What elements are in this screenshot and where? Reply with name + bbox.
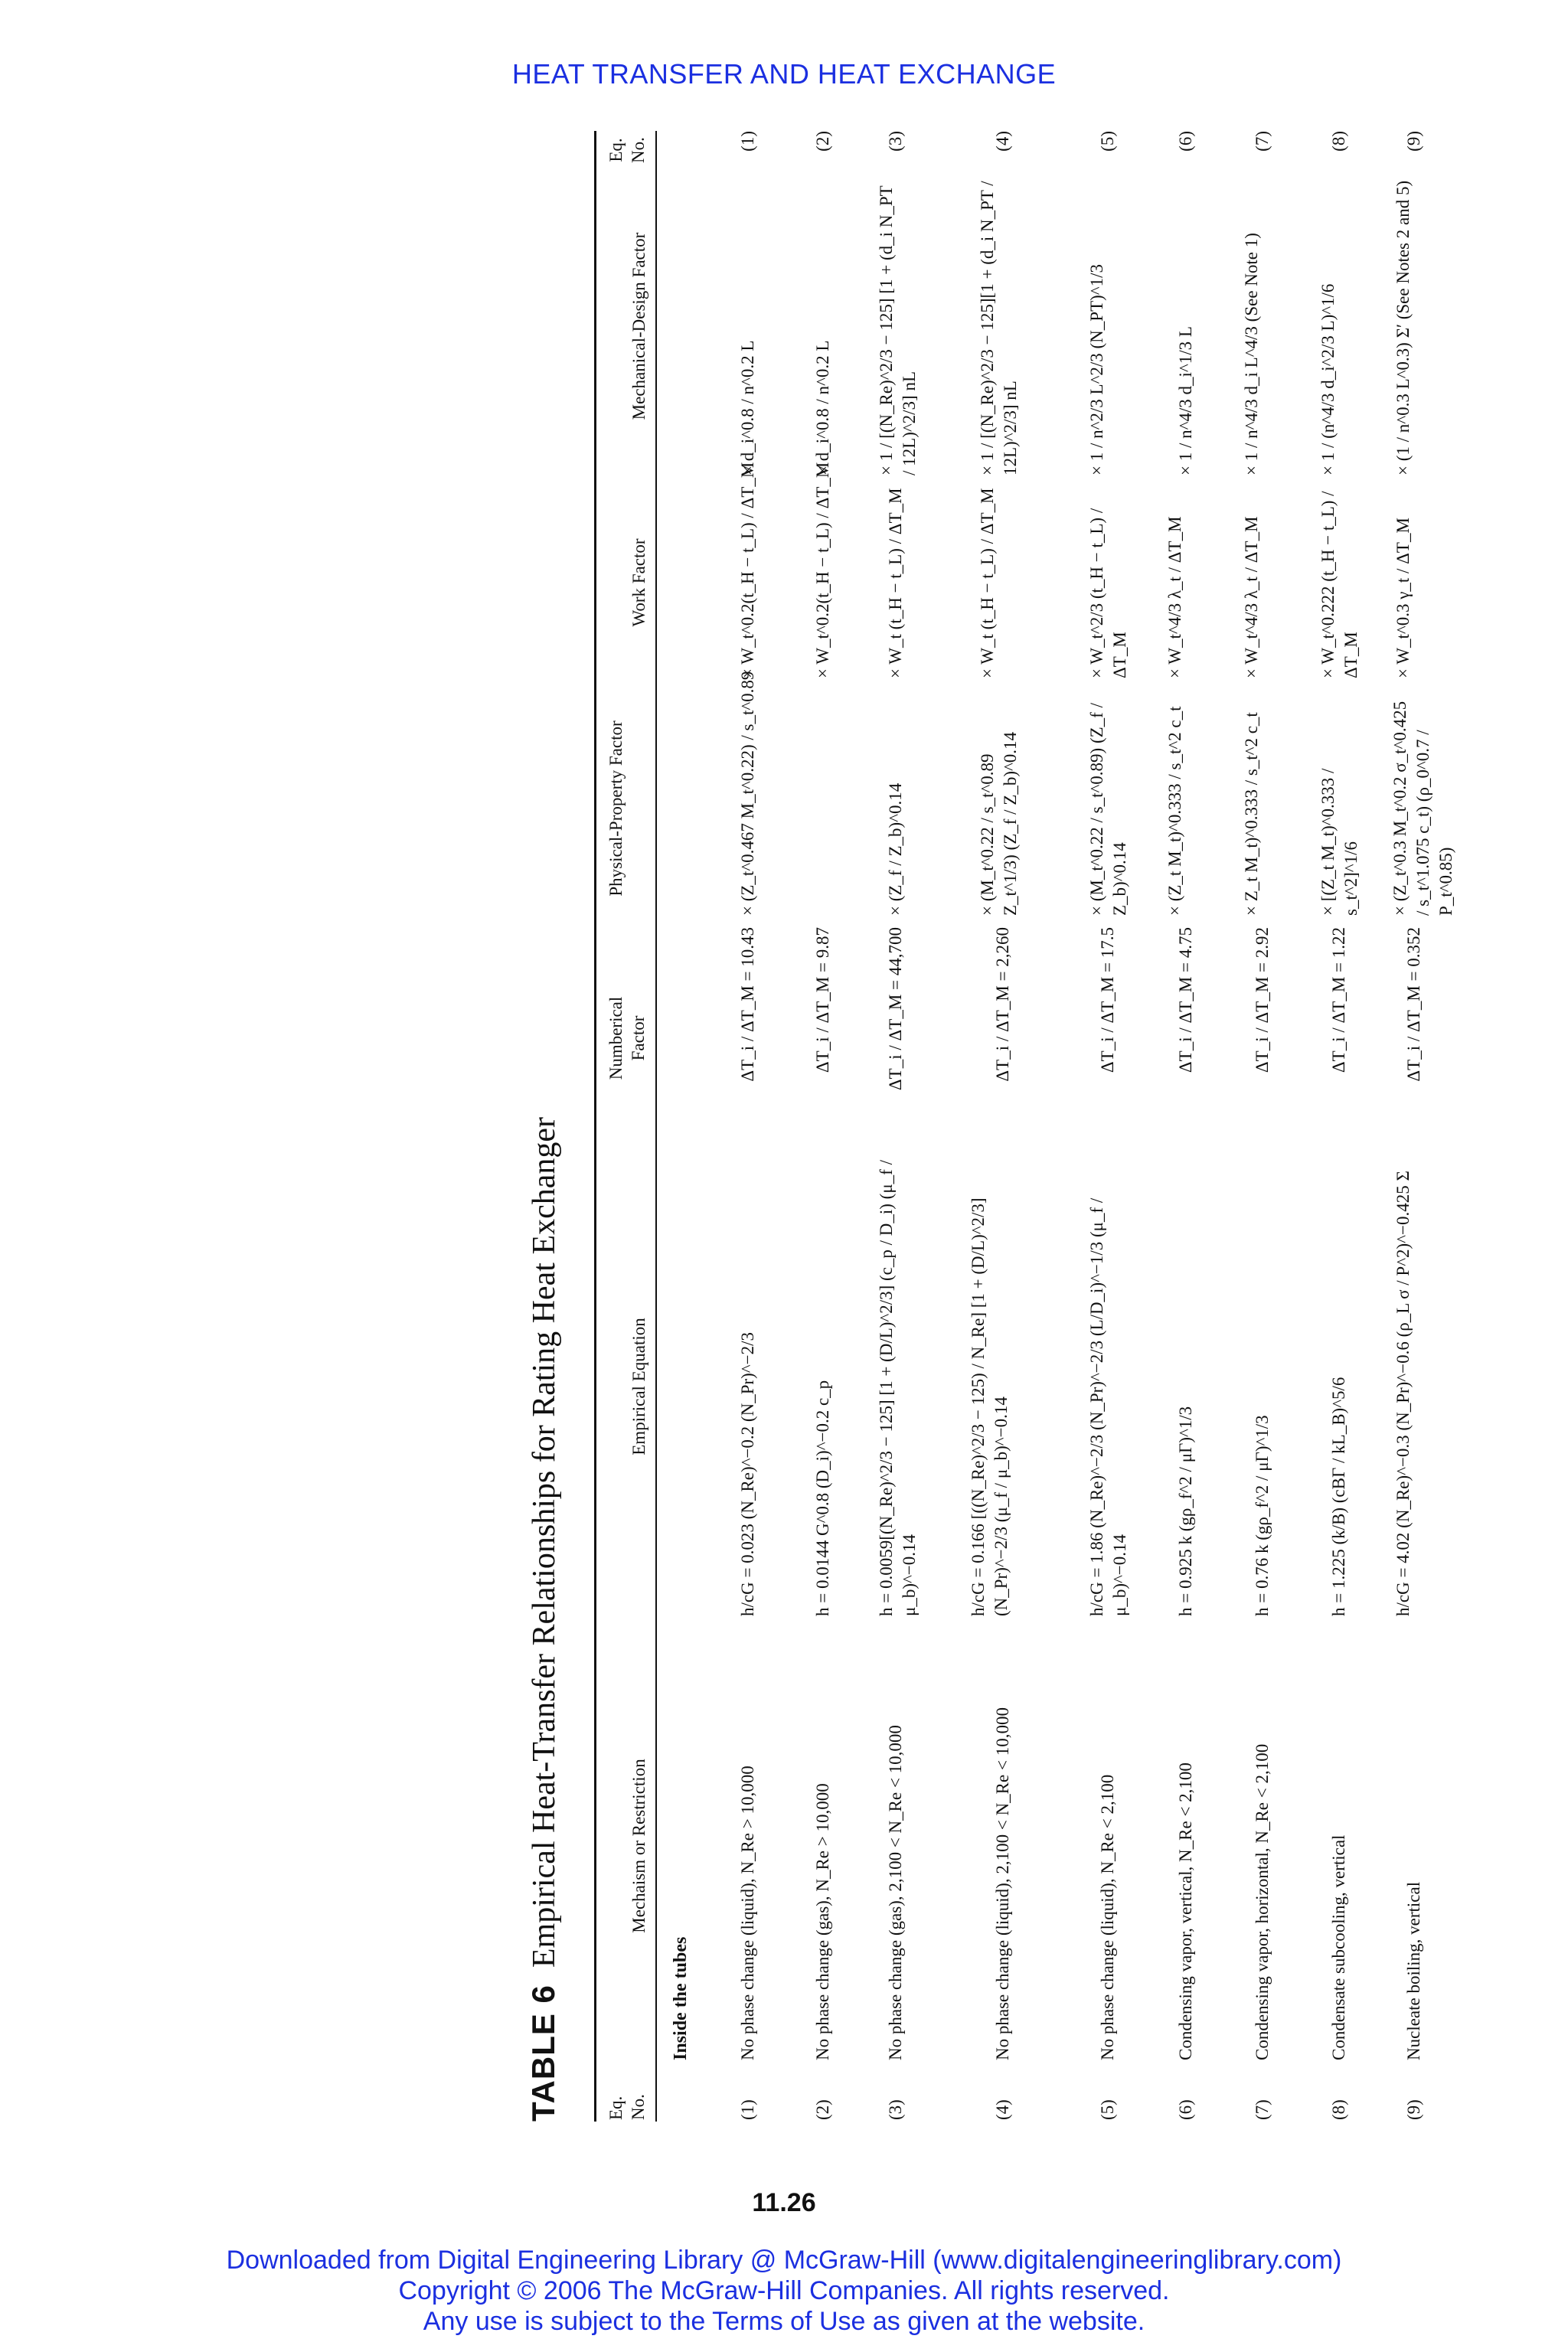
row-work: × W_t^4/3 λ_t / ΔT_M (1165, 516, 1184, 678)
row-eq-no-right: (4) (993, 131, 1012, 152)
row-design: × 1 / [(N_Re)^2/3 − 125][1 + (d_i N_PT / 12L)^2/3] nL (978, 181, 1020, 475)
header-rule (655, 131, 657, 2122)
table-row (721, 131, 775, 2122)
row-physical: × (Z_t^0.467 M_t^0.22) / s_t^0.89 (738, 671, 757, 916)
row-design: × (1 / n^0.3 L^0.3) Σ′ (See Notes 2 and 5) (1393, 180, 1413, 475)
row-physical: × [(Z_t M_t)^0.333 / s_t^2]^1/6 (1318, 768, 1361, 916)
row-work: × W_t^0.2(t_H − t_L) / ΔT_M (738, 462, 757, 678)
row-design: × 1 / n^4/3 d_i^1/3 L (1176, 326, 1195, 475)
row-mechanism: Condensing vapor, horizontal, N_Re < 2,100 (1253, 1743, 1272, 2060)
row-mechanism: No phase change (liquid), N_Re < 2,100 (1098, 1774, 1117, 2060)
row-equation: h = 1.225 (k/B) (cBΓ / kL_B)^5/6 (1329, 1377, 1348, 1616)
row-equation: h/cG = 0.023 (N_Re)^−0.2 (N_Pr)^−2/3 (738, 1332, 757, 1616)
table-row (961, 131, 1060, 2122)
row-mechanism: Nucleate boiling, vertical (1404, 1881, 1423, 2060)
table-row (1386, 131, 1455, 2122)
table-row (796, 131, 850, 2122)
row-physical: × (M_t^0.22 / s_t^0.89 Z_t^1/3) (Z_f / Z_b)^0.14 (978, 731, 1020, 916)
row-equation: h/cG = 0.166 [((N_Re)^2/3 − 125) / N_Re] [1 + (D/L)^2/3] (N_Pr)^−2/3 (μ_f / μ_b)^−0.14 (969, 1197, 1011, 1616)
section-inside-tubes: Inside the tubes (671, 1936, 691, 2060)
table-row (1311, 131, 1372, 2122)
row-numerical: ΔT_i / ΔT_M = 2.92 (1253, 927, 1272, 1073)
table-row (869, 131, 938, 2122)
row-physical: × (M_t^0.22 / s_t^0.89) (Z_f / Z_b)^0.14 (1087, 703, 1129, 916)
row-mechanism: Condensing vapor, vertical, N_Re < 2,100 (1176, 1762, 1195, 2060)
header-work: Work Factor (629, 538, 648, 627)
row-design: × 1 / n^4/3 d_i L^4/3 (See Note 1) (1242, 233, 1261, 475)
row-eq-no-right: (7) (1253, 131, 1272, 152)
row-eq-no: (2) (813, 2099, 832, 2120)
row-numerical: ΔT_i / ΔT_M = 0.352 (1404, 927, 1423, 1082)
footer-line-1[interactable]: Downloaded from Digital Engineering Library @ McGraw-Hill (www.digitalengineeringlibrary.com) (226, 2246, 1342, 2275)
row-eq-no: (7) (1253, 2099, 1272, 2120)
row-eq-no: (8) (1329, 2099, 1348, 2120)
table-row (1234, 131, 1295, 2122)
row-equation: h = 0.76 k (gρ_f^2 / μΓ)^1/3 (1253, 1415, 1272, 1616)
row-equation: h/cG = 4.02 (N_Re)^−0.3 (N_Pr)^−0.6 (ρ_L σ / P^2)^−0.425 Σ (1393, 1171, 1413, 1616)
row-work: × W_t^0.2(t_H − t_L) / ΔT_M (813, 462, 832, 678)
row-work: × W_t^4/3 λ_t / ΔT_M (1242, 516, 1261, 678)
table-caption: Empirical Heat-Transfer Relationships for Rating Heat Exchanger (527, 1116, 562, 1968)
row-work: × W_t^0.3 γ_t / ΔT_M (1393, 518, 1413, 678)
row-mechanism: No phase change (gas), N_Re > 10,000 (813, 1783, 832, 2060)
row-design: × 1 / n^2/3 L^2/3 (N_PT)^1/3 (1087, 264, 1106, 475)
row-physical: × Z_t M_t)^0.333 / s_t^2 c_t (1242, 712, 1261, 916)
footer-line-2: Copyright © 2006 The McGraw-Hill Companies. All rights reserved. (398, 2276, 1170, 2305)
row-design: × d_i^0.8 / n^0.2 L (813, 340, 832, 475)
row-mechanism: No phase change (liquid), 2,100 < N_Re < 10,000 (993, 1707, 1012, 2060)
row-eq-no-right: (8) (1329, 131, 1348, 152)
row-numerical: ΔT_i / ΔT_M = 9.87 (813, 927, 832, 1073)
header-eq-no-right: Eq. No. (606, 137, 648, 163)
row-numerical: ΔT_i / ΔT_M = 4.75 (1176, 927, 1195, 1073)
row-eq-no: (9) (1404, 2099, 1423, 2120)
row-design: × 1 / [(N_Re)^2/3 − 125] [1 + (d_i N_PT / 12L)^2/3] nL (877, 185, 919, 475)
row-physical: × (Z_f / Z_b)^0.14 (886, 782, 905, 916)
row-numerical: ΔT_i / ΔT_M = 2,260 (993, 927, 1012, 1082)
row-mechanism: No phase change (liquid), N_Re > 10,000 (738, 1766, 757, 2060)
row-physical: × (Z_t^0.3 M_t^0.2 σ_t^0.425 / s_t^1.075 c_t) (ρ_0^0.7 / P_t^0.85) (1390, 701, 1455, 916)
row-equation: h = 0.0144 G^0.8 (D_i)^−0.2 c_p (813, 1380, 832, 1616)
row-eq-no: (6) (1176, 2099, 1195, 2120)
row-equation: h/cG = 1.86 (N_Re)^−2/3 (N_Pr)^−2/3 (L/D_i)^−1/3 (μ_f / μ_b)^−0.14 (1087, 1197, 1129, 1616)
row-eq-no: (3) (886, 2099, 905, 2120)
row-eq-no-right: (5) (1098, 131, 1117, 152)
row-work: × W_t^0.222 (t_H − t_L) / ΔT_M (1318, 491, 1361, 678)
row-eq-no: (5) (1098, 2099, 1117, 2120)
header-equation: Empirical Equation (629, 1318, 648, 1455)
header-eq-no-left: Eq. No. (606, 2094, 648, 2120)
table-label: TABLE 6 (525, 1984, 561, 2122)
running-head: HEAT TRANSFER AND HEAT EXCHANGE (511, 58, 1057, 90)
row-eq-no: (4) (993, 2099, 1012, 2120)
top-rule (594, 131, 596, 2122)
row-numerical: ΔT_i / ΔT_M = 1.22 (1329, 927, 1348, 1073)
row-eq-no-right: (2) (813, 131, 832, 152)
header-mechanism: Mechaism or Restriction (629, 1759, 648, 1933)
row-physical: × (Z_t M_t)^0.333 / s_t^2 c_t (1165, 706, 1184, 916)
row-mechanism: Condensate subcooling, vertical (1329, 1834, 1348, 2060)
row-work: × W_t^2/3 (t_H − t_L) / ΔT_M (1087, 508, 1129, 678)
row-work: × W_t (t_H − t_L) / ΔT_M (978, 488, 997, 678)
row-numerical: ΔT_i / ΔT_M = 10.43 (738, 927, 757, 1082)
row-eq-no: (1) (738, 2099, 757, 2120)
header-design: Mechanical-Design Factor (629, 232, 648, 420)
row-mechanism: No phase change (gas), 2,100 < N_Re < 10,000 (886, 1725, 905, 2060)
row-design: × 1 / (n^4/3 d_i^2/3 L)^1/6 (1318, 283, 1338, 475)
table-row (1158, 131, 1219, 2122)
row-eq-no-right: (3) (886, 131, 905, 152)
row-work: × W_t (t_H − t_L) / ΔT_M (886, 488, 905, 678)
header-numerical: Numberical Factor (606, 996, 648, 1080)
header-physical: Physical-Property Factor (606, 720, 626, 897)
footer-line-3: Any use is subject to the Terms of Use as given at the website. (423, 2307, 1145, 2336)
row-eq-no-right: (1) (738, 131, 757, 152)
table-title (521, 1117, 567, 2122)
page-number: 11.26 (752, 2188, 816, 2217)
rotated-table (521, 131, 1455, 2122)
row-equation: h = 0.925 k (gρ_f^2 / μΓ)^1/3 (1176, 1406, 1195, 1616)
row-eq-no-right: (9) (1404, 131, 1423, 152)
row-numerical: ΔT_i / ΔT_M = 44,700 (886, 927, 905, 1091)
table-row (1080, 131, 1141, 2122)
row-eq-no-right: (6) (1176, 131, 1195, 152)
row-numerical: ΔT_i / ΔT_M = 17.5 (1098, 927, 1117, 1073)
row-equation: h = 0.0059[(N_Re)^2/3 − 125] [1 + (D/L)^2/3] (c_p / D_i) (μ_f / μ_b)^−0.14 (877, 1160, 919, 1616)
footer (0, 2245, 1568, 2337)
row-design: × d_i^0.8 / n^0.2 L (738, 340, 757, 475)
